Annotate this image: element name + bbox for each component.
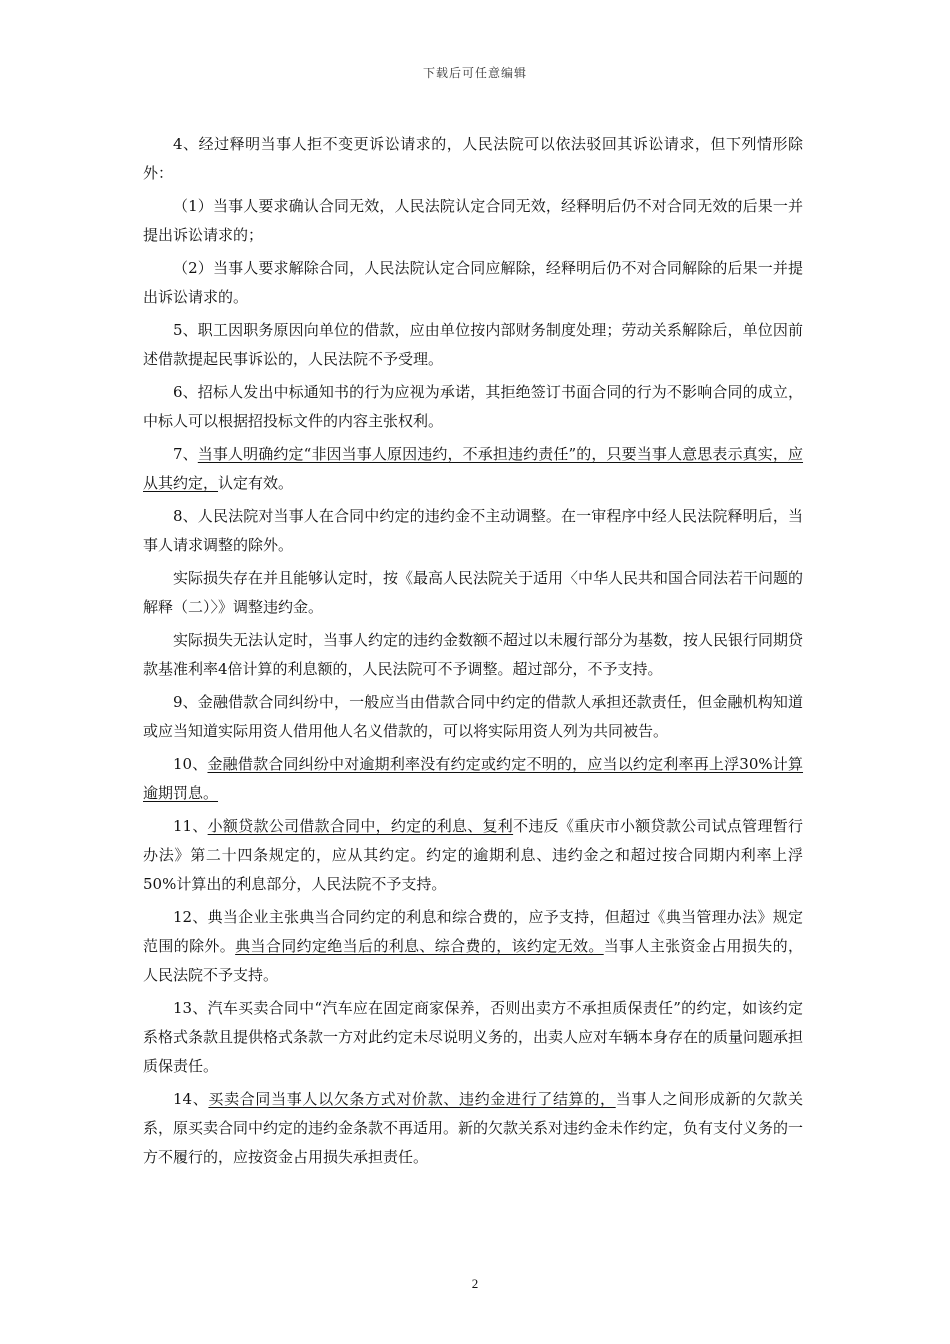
- text-span: 12、典当企业主张典当合同约定的利息和综合费的，应予支持，但超过《典当管理办法》规定范围的除外。: [143, 908, 803, 955]
- paragraph: [143, 994, 803, 1081]
- text-span: 6、招标人发出中标通知书的行为应视为承诺，其拒绝签订书面合同的行为不影响合同的成立，中标人可以根据招投标文件的内容主张权利。: [143, 383, 803, 430]
- page-number: 2: [471, 1276, 479, 1291]
- text-span: 11、: [173, 817, 208, 835]
- underlined-text: 当事人明确约定“非因当事人原因违约，不承担违约责任”的，只要当事人意思表示真实，应从其约定，: [143, 445, 804, 492]
- paragraph: [143, 750, 803, 808]
- page-header: 下载后可任意编辑: [422, 66, 527, 80]
- underlined-text: 买卖合同当事人以欠条方式对价款、违约金进行了结算的，: [208, 1090, 616, 1108]
- text-span: 4、经过释明当事人拒不变更诉讼请求的，人民法院可以依法驳回其诉讼请求，但下列情形除外：: [143, 135, 803, 182]
- text-span: （1）当事人要求确认合同无效，人民法院认定合同无效，经释明后仍不对合同无效的后果一并提出诉讼请求的；: [143, 197, 803, 244]
- document-body: [143, 130, 803, 1176]
- paragraph: [143, 192, 803, 250]
- paragraph: [143, 812, 803, 899]
- paragraph: [143, 440, 803, 498]
- text-span: 当事人之间形成新的欠款关系，原买卖合同中约定的违约金条款不再适用。新的欠款关系对违约金未作约定，负有支付义务的一方不履行的，应按资金占用损失承担责任。: [143, 1090, 804, 1166]
- text-span: 14、: [173, 1090, 209, 1108]
- text-span: 10、: [173, 755, 208, 773]
- text-span: 8、人民法院对当事人在合同中约定的违约金不主动调整。在一审程序中经人民法院释明后，当事人请求调整的除外。: [143, 507, 803, 554]
- text-span: 不违反《重庆市小额贷款公司试点管理暂行办法》第二十四条规定的，应从其约定。约定的逾期利息、违约金之和超过按合同期内利率上浮50%计算出的利息部分，人民法院不予支持。: [143, 817, 803, 893]
- paragraph: [143, 564, 803, 622]
- paragraph: [143, 626, 803, 684]
- paragraph: [143, 903, 803, 990]
- paragraph: [143, 502, 803, 560]
- text-span: 认定有效。: [218, 474, 294, 492]
- underlined-text: 金融借款合同纠纷中对逾期利率没有约定或约定不明的，应当以约定利率再上浮30%计算逾期罚息。: [143, 755, 804, 802]
- paragraph: [143, 378, 803, 436]
- text-span: 实际损失无法认定时，当事人约定的违约金数额不超过以未履行部分为基数，按人民银行同期贷款基准利率4倍计算的利息额的，人民法院可不予调整。超过部分，不予支持。: [143, 631, 804, 678]
- paragraph: [143, 130, 803, 188]
- text-span: 实际损失存在并且能够认定时，按《最高人民法院关于适用〈中华人民共和国合同法若干问题的解释（二）〉》调整违约金。: [143, 569, 804, 616]
- text-span: （2）当事人要求解除合同，人民法院认定合同应解除，经释明后仍不对合同解除的后果一并提出诉讼请求的。: [143, 259, 803, 306]
- paragraph: [143, 316, 803, 374]
- text-span: 当事人主张资金占用损失的，人民法院不予支持。: [143, 937, 803, 984]
- paragraph: [143, 254, 803, 312]
- paragraph: [143, 1085, 803, 1172]
- text-span: 13、汽车买卖合同中“汽车应在固定商家保养，否则出卖方不承担质保责任”的约定，如该约定系格式条款且提供格式条款一方对此约定未尽说明义务的，出卖人应对车辆本身存在的质量问题承担质保责任。: [143, 999, 804, 1075]
- paragraph: [143, 688, 803, 746]
- text-span: 9、金融借款合同纠纷中，一般应当由借款合同中约定的借款人承担还款责任，但金融机构知道或应当知道实际用资人借用他人名义借款的，可以将实际用资人列为共同被告。: [143, 693, 803, 740]
- text-span: 5、职工因职务原因向单位的借款，应由单位按内部财务制度处理；劳动关系解除后，单位因前述借款提起民事诉讼的，人民法院不予受理。: [143, 321, 803, 368]
- underlined-text: 典当合同约定绝当后的利息、综合费的，该约定无效。: [235, 937, 604, 955]
- underlined-text: 小额贷款公司借款合同中，约定的利息、复利: [207, 817, 514, 835]
- text-span: 7、: [173, 445, 198, 463]
